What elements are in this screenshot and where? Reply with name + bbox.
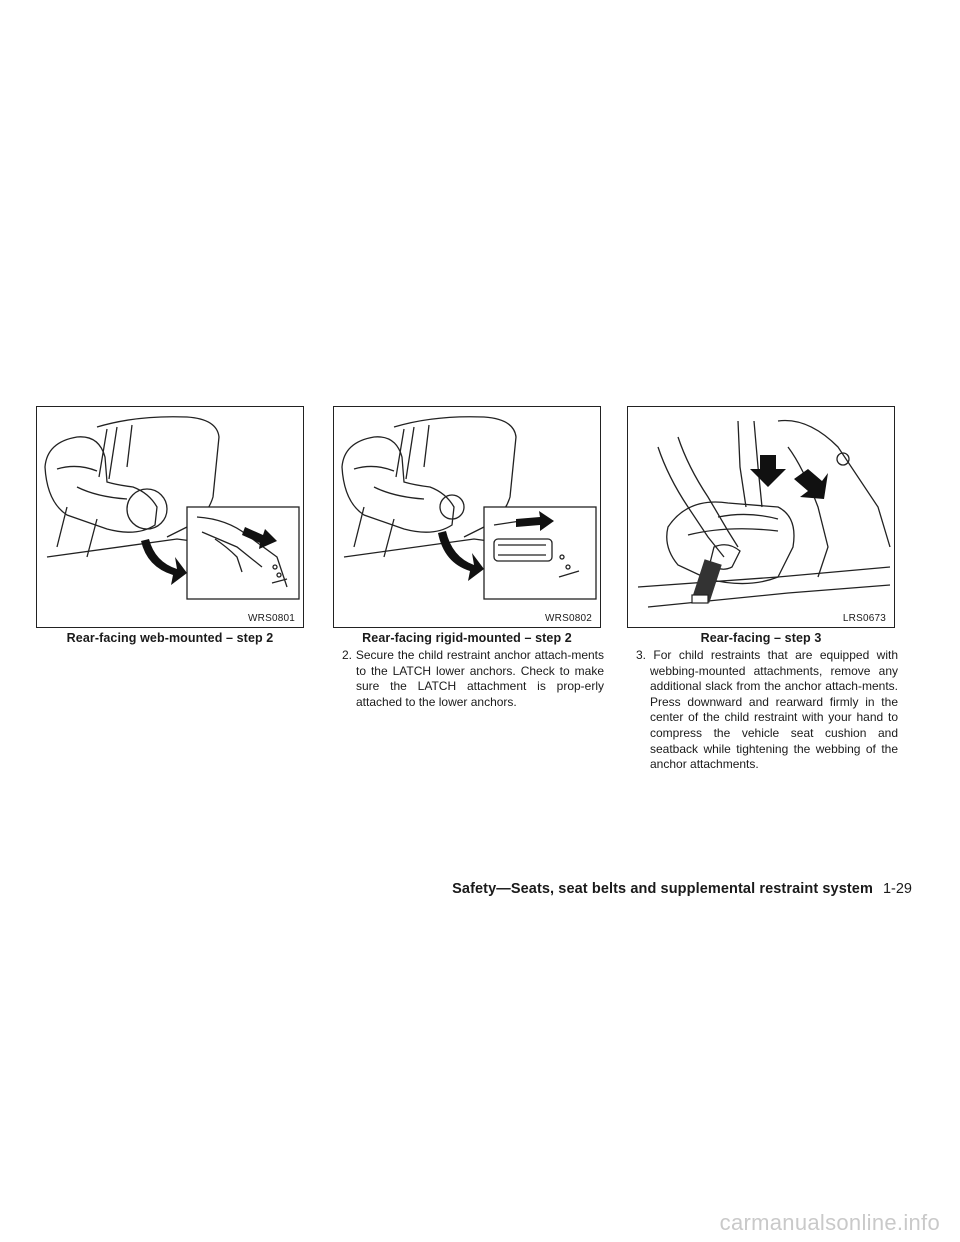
step-3-text: 3. For child restraints that are equipped with webbing-mounted attachments, remove any additional slack from the anchor attach-ments. Press downward and rearward firmly in the center of the child restraint with your hand to compress the vehicle seat cushion and seatback while tightening the webbing of the anchor attachments.: [636, 648, 898, 772]
figure-caption: Rear-facing – step 3: [700, 631, 822, 645]
figure-code: LRS0673: [842, 613, 886, 624]
figure-caption: Rear-facing rigid-mounted – step 2: [362, 631, 572, 645]
figure-rear-facing-step-3: [627, 406, 895, 628]
rigid-mounted-latch-illustration: [334, 407, 601, 628]
page-number: 1-29: [882, 881, 912, 897]
figure-caption: Rear-facing web-mounted – step 2: [66, 631, 274, 645]
watermark: carmanualsonline.info: [719, 1210, 940, 1235]
hand-pressing-child-restraint-illustration: [628, 407, 895, 628]
figure-code: WRS0802: [545, 613, 592, 624]
figure-code: WRS0801: [248, 613, 295, 624]
figure-rigid-mounted-step-2: [333, 406, 601, 628]
step-2-text: 2. Secure the child restraint anchor attach-ments to the LATCH lower anchors. Check to make sure the LATCH attachment is prop-erly attached to the lower anchors.: [342, 648, 604, 709]
page-footer: [452, 881, 912, 897]
section-title: Safety—Seats, seat belts and supplemental restraint system: [452, 881, 873, 897]
web-mounted-latch-illustration: [37, 407, 304, 628]
figure-web-mounted-step-2: [36, 406, 304, 628]
